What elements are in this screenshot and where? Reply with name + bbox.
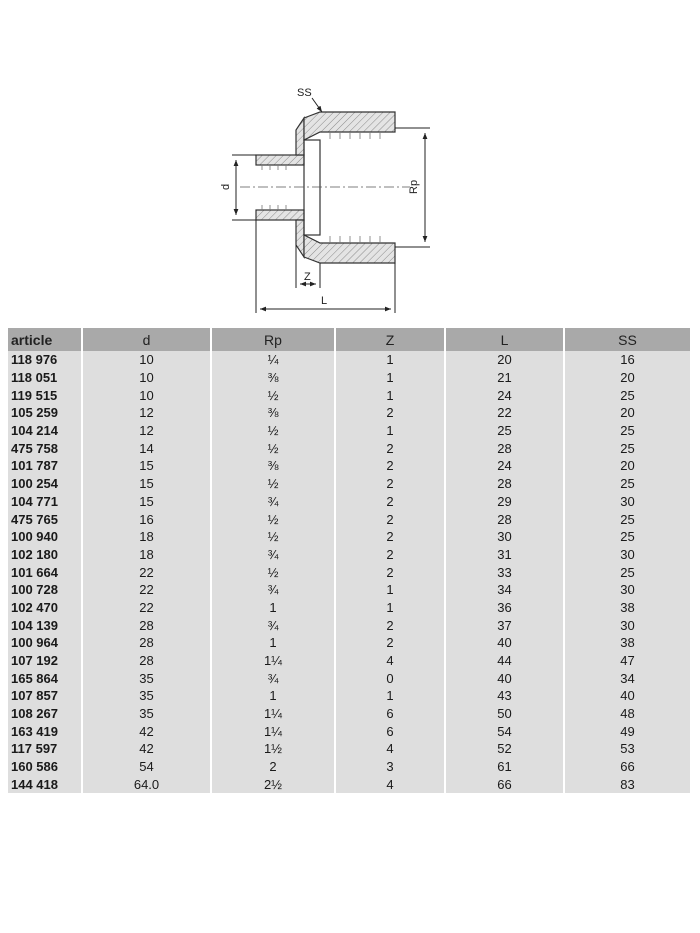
cell-d: 15: [83, 457, 212, 475]
cell-l: 37: [446, 616, 565, 634]
cell-rp: 1: [212, 599, 336, 617]
cell-z: 2: [336, 634, 446, 652]
cell-article: 107 857: [8, 687, 83, 705]
rp-dimension-label: Rp: [408, 179, 420, 194]
cell-z: 2: [336, 563, 446, 581]
cell-d: 28: [83, 634, 212, 652]
table-row: [8, 439, 690, 457]
cell-ss: 47: [565, 652, 690, 670]
cell-rp: 2: [212, 758, 336, 776]
column-header-z: Z: [336, 328, 446, 351]
dimensions-table: [8, 328, 690, 793]
cell-d: 42: [83, 722, 212, 740]
table-row: [8, 369, 690, 387]
cell-rp: 1¼: [212, 722, 336, 740]
cell-z: 1: [336, 422, 446, 440]
cell-article: 104 771: [8, 493, 83, 511]
cell-rp: 1¼: [212, 652, 336, 670]
cell-rp: ¾: [212, 546, 336, 564]
cell-d: 35: [83, 705, 212, 723]
d-dimension-label: d: [220, 183, 232, 190]
cell-l: 33: [446, 563, 565, 581]
cell-article: 104 139: [8, 616, 83, 634]
cell-d: 35: [83, 687, 212, 705]
table-row: [8, 528, 690, 546]
cell-rp: ½: [212, 386, 336, 404]
cell-z: 2: [336, 404, 446, 422]
cell-l: 28: [446, 439, 565, 457]
cell-l: 50: [446, 705, 565, 723]
cell-ss: 25: [565, 510, 690, 528]
cell-rp: 1: [212, 634, 336, 652]
cell-d: 42: [83, 740, 212, 758]
table-row: [8, 475, 690, 493]
cell-z: 1: [336, 386, 446, 404]
cell-ss: 34: [565, 669, 690, 687]
cell-rp: 1¼: [212, 705, 336, 723]
cell-ss: 25: [565, 386, 690, 404]
cell-ss: 16: [565, 351, 690, 369]
cell-d: 12: [83, 404, 212, 422]
cell-d: 10: [83, 386, 212, 404]
cell-article: 102 470: [8, 599, 83, 617]
cell-d: 10: [83, 369, 212, 387]
cell-rp: ¾: [212, 669, 336, 687]
column-header-article: article: [8, 328, 83, 351]
cell-d: 15: [83, 493, 212, 511]
cell-z: 3: [336, 758, 446, 776]
cell-rp: ⅜: [212, 404, 336, 422]
cell-d: 14: [83, 439, 212, 457]
l-dimension-label: L: [321, 295, 328, 307]
cell-ss: 30: [565, 493, 690, 511]
cell-l: 52: [446, 740, 565, 758]
fitting-cross-section: [240, 112, 410, 263]
table-row: [8, 758, 690, 776]
cell-rp: ½: [212, 422, 336, 440]
z-dimension-label: Z: [304, 271, 311, 283]
cell-rp: ¼: [212, 351, 336, 369]
cell-ss: 25: [565, 422, 690, 440]
table-row: [8, 563, 690, 581]
cell-z: 2: [336, 457, 446, 475]
cell-z: 4: [336, 776, 446, 794]
cell-d: 16: [83, 510, 212, 528]
cell-rp: ¾: [212, 616, 336, 634]
cell-z: 1: [336, 351, 446, 369]
cell-ss: 25: [565, 475, 690, 493]
cell-article: 100 940: [8, 528, 83, 546]
cell-article: 108 267: [8, 705, 83, 723]
table-row: [8, 652, 690, 670]
cell-z: 2: [336, 510, 446, 528]
table-row: [8, 422, 690, 440]
cell-ss: 20: [565, 369, 690, 387]
table-row: [8, 616, 690, 634]
cell-l: 34: [446, 581, 565, 599]
cell-rp: ½: [212, 475, 336, 493]
cell-d: 18: [83, 546, 212, 564]
cell-z: 6: [336, 705, 446, 723]
table-row: [8, 546, 690, 564]
cell-d: 54: [83, 758, 212, 776]
cell-d: 15: [83, 475, 212, 493]
column-header-l: L: [446, 328, 565, 351]
table-row: [8, 581, 690, 599]
cell-ss: 20: [565, 457, 690, 475]
cell-l: 28: [446, 510, 565, 528]
column-header-rp: Rp: [212, 328, 336, 351]
cell-l: 66: [446, 776, 565, 794]
cell-article: 118 976: [8, 351, 83, 369]
table-row: [8, 740, 690, 758]
cell-d: 22: [83, 581, 212, 599]
cell-article: 117 597: [8, 740, 83, 758]
cell-l: 29: [446, 493, 565, 511]
cell-ss: 30: [565, 581, 690, 599]
cell-ss: 66: [565, 758, 690, 776]
table-row: [8, 457, 690, 475]
cell-l: 36: [446, 599, 565, 617]
table-row: [8, 599, 690, 617]
cell-ss: 30: [565, 546, 690, 564]
cell-l: 54: [446, 722, 565, 740]
cell-article: 101 664: [8, 563, 83, 581]
cell-rp: ½: [212, 439, 336, 457]
cell-z: 1: [336, 599, 446, 617]
cell-l: 61: [446, 758, 565, 776]
table-header-row: [8, 328, 690, 351]
table-row: [8, 351, 690, 369]
cell-l: 24: [446, 386, 565, 404]
table-row: [8, 404, 690, 422]
cell-article: 118 051: [8, 369, 83, 387]
cell-l: 21: [446, 369, 565, 387]
column-header-d: d: [83, 328, 212, 351]
cell-ss: 83: [565, 776, 690, 794]
table-row: [8, 669, 690, 687]
cell-rp: 2½: [212, 776, 336, 794]
cell-d: 64.0: [83, 776, 212, 794]
cell-z: 4: [336, 740, 446, 758]
cell-z: 2: [336, 528, 446, 546]
cell-d: 12: [83, 422, 212, 440]
cell-ss: 30: [565, 616, 690, 634]
cell-z: 2: [336, 616, 446, 634]
cell-ss: 40: [565, 687, 690, 705]
cell-rp: ⅜: [212, 457, 336, 475]
cell-article: 104 214: [8, 422, 83, 440]
table-row: [8, 776, 690, 794]
table-row: [8, 634, 690, 652]
cell-rp: ⅜: [212, 369, 336, 387]
cell-z: 1: [336, 687, 446, 705]
ss-dimension-label: SS: [297, 87, 312, 99]
cell-z: 2: [336, 546, 446, 564]
cell-z: 4: [336, 652, 446, 670]
cell-article: 102 180: [8, 546, 83, 564]
cell-article: 475 758: [8, 439, 83, 457]
column-header-ss: SS: [565, 328, 690, 351]
cell-z: 2: [336, 475, 446, 493]
cell-l: 20: [446, 351, 565, 369]
cell-d: 22: [83, 599, 212, 617]
table-body: [8, 351, 690, 793]
table-row: [8, 687, 690, 705]
cell-d: 35: [83, 669, 212, 687]
cell-l: 43: [446, 687, 565, 705]
cell-ss: 48: [565, 705, 690, 723]
cell-ss: 25: [565, 563, 690, 581]
cell-d: 28: [83, 616, 212, 634]
cell-z: 1: [336, 369, 446, 387]
cell-l: 40: [446, 634, 565, 652]
cell-d: 10: [83, 351, 212, 369]
table-row: [8, 510, 690, 528]
cell-rp: ¾: [212, 493, 336, 511]
cell-article: 160 586: [8, 758, 83, 776]
table-row: [8, 386, 690, 404]
cell-l: 22: [446, 404, 565, 422]
cell-ss: 49: [565, 722, 690, 740]
cell-ss: 38: [565, 634, 690, 652]
cell-l: 44: [446, 652, 565, 670]
cell-ss: 53: [565, 740, 690, 758]
cell-l: 25: [446, 422, 565, 440]
cell-z: 2: [336, 493, 446, 511]
cell-article: 119 515: [8, 386, 83, 404]
cell-ss: 38: [565, 599, 690, 617]
cell-ss: 25: [565, 528, 690, 546]
table-row: [8, 722, 690, 740]
cell-l: 24: [446, 457, 565, 475]
cell-article: 105 259: [8, 404, 83, 422]
table-row: [8, 705, 690, 723]
cell-l: 31: [446, 546, 565, 564]
fitting-technical-drawing: [0, 0, 700, 325]
cell-article: 165 864: [8, 669, 83, 687]
cell-d: 22: [83, 563, 212, 581]
cell-z: 1: [336, 581, 446, 599]
cell-rp: ½: [212, 528, 336, 546]
cell-rp: ¾: [212, 581, 336, 599]
cell-rp: ½: [212, 563, 336, 581]
cell-article: 100 728: [8, 581, 83, 599]
cell-l: 30: [446, 528, 565, 546]
cell-rp: 1: [212, 687, 336, 705]
cell-article: 475 765: [8, 510, 83, 528]
cell-d: 18: [83, 528, 212, 546]
cell-rp: ½: [212, 510, 336, 528]
cell-article: 100 964: [8, 634, 83, 652]
cell-ss: 25: [565, 439, 690, 457]
cell-article: 101 787: [8, 457, 83, 475]
cell-z: 2: [336, 439, 446, 457]
cell-z: 0: [336, 669, 446, 687]
cell-rp: 1½: [212, 740, 336, 758]
table-row: [8, 493, 690, 511]
cell-d: 28: [83, 652, 212, 670]
cell-article: 100 254: [8, 475, 83, 493]
cell-article: 144 418: [8, 776, 83, 794]
cell-ss: 20: [565, 404, 690, 422]
cell-z: 6: [336, 722, 446, 740]
cell-article: 163 419: [8, 722, 83, 740]
cell-l: 28: [446, 475, 565, 493]
cell-l: 40: [446, 669, 565, 687]
cell-article: 107 192: [8, 652, 83, 670]
